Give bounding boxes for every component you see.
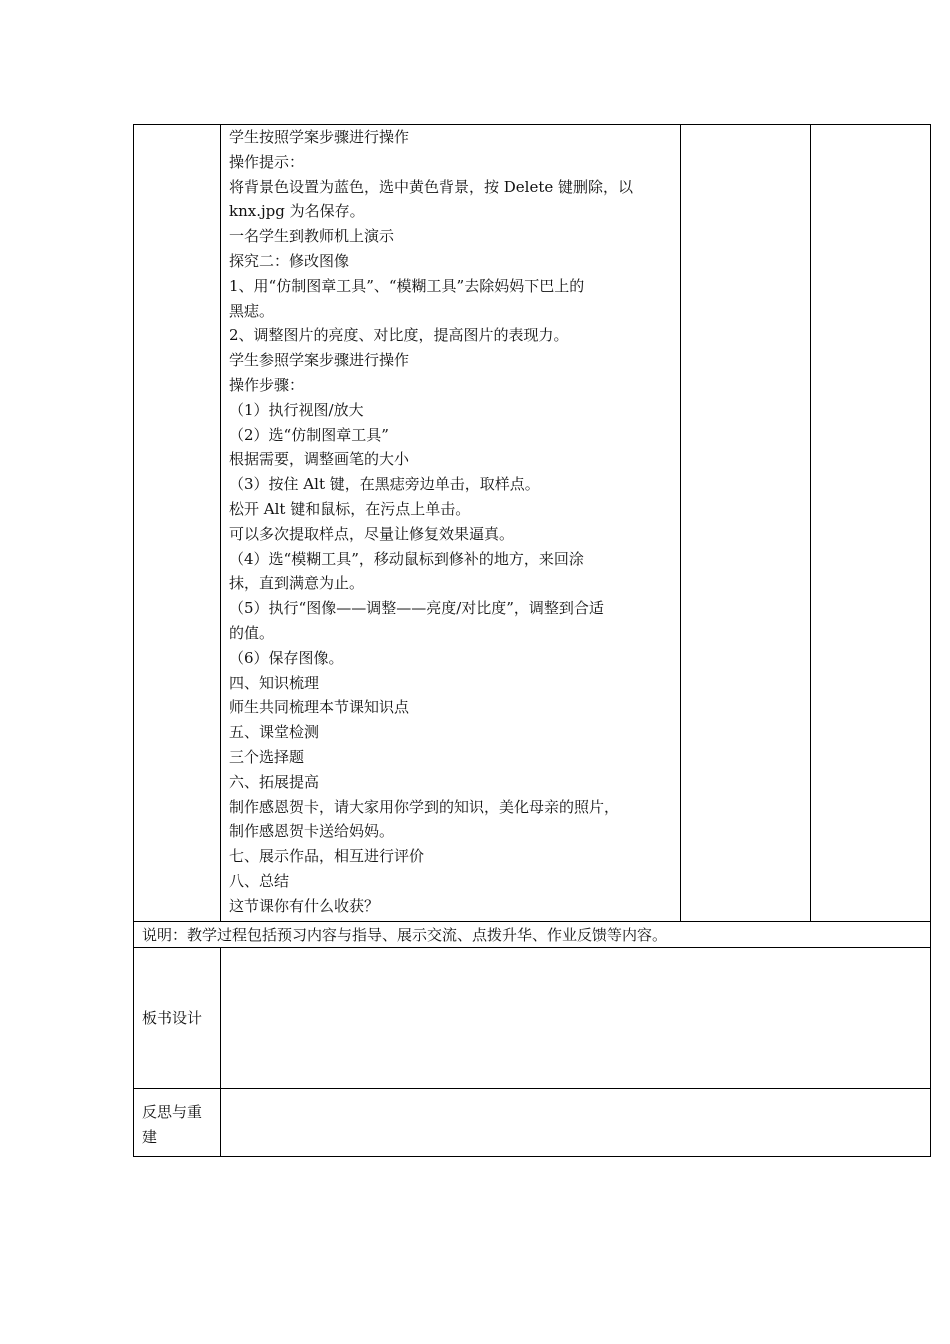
reflection-label-line: 建 (142, 1127, 158, 1146)
process-line: 六、拓展提高 (229, 772, 320, 791)
teaching-process-cell (229, 125, 672, 919)
process-line: 三个选择题 (229, 747, 305, 766)
process-line: 制作感恩贺卡送给妈妈。 (229, 822, 395, 841)
process-line: 学生按照学案步骤进行操作 (229, 128, 410, 146)
process-line: 一名学生到教师机上演示 (229, 227, 395, 246)
note-text: 说明：教学过程包括预习内容与指导、展示交流、点拨升华、作业反馈等内容。 (142, 926, 668, 944)
process-line: （2）选“仿制图章工具” (229, 425, 389, 444)
process-line: （4）选“模糊工具”，移动鼠标到修补的地方，来回涂 (229, 549, 584, 568)
column-divider-1-top (220, 124, 221, 922)
process-line: 这节课你有什么收获？ (229, 896, 380, 915)
process-line: 八、总结 (229, 871, 290, 890)
process-line: 1、用“仿制图章工具”、“模糊工具”去除妈妈下巴上的 (229, 276, 585, 295)
process-line: 抹，直到满意为止。 (229, 574, 365, 593)
process-line (229, 175, 672, 200)
column-divider-2 (680, 124, 681, 922)
reflection-label (142, 1100, 202, 1150)
process-line: 根据需要，调整画笔的大小 (229, 450, 410, 469)
column-divider-3 (810, 124, 811, 922)
reflection-label-line: 反思与重 (142, 1103, 203, 1121)
process-line: 的值。 (229, 623, 275, 642)
process-line: （5）执行“图像——调整——亮度/对比度”，调整到合适 (229, 599, 604, 618)
process-line: 黑痣。 (229, 301, 275, 320)
process-line: 松开 Alt 键和鼠标，在污点上单击。 (229, 499, 471, 518)
process-line: knx.jpg 为名保存。 (229, 202, 365, 221)
process-line: （6）保存图像。 (229, 648, 344, 667)
process-line: 五、课堂检测 (229, 723, 320, 742)
table-border-bottom (133, 1156, 931, 1157)
process-line: 2、调整图片的亮度、对比度，提高图片的表现力。 (229, 326, 569, 345)
process-line: （1）执行视图/放大 (229, 400, 364, 419)
row-divider-note-top (133, 921, 931, 922)
board-design-content (221, 948, 930, 1088)
justified-text: 将背景色设置为蓝色，选中黄色背景，按 Delete 键删除，以 (229, 177, 634, 196)
table-border-right (930, 124, 931, 1157)
process-line: 学生参照学案步骤进行操作 (229, 351, 410, 370)
process-line: 师生共同梳理本节课知识点 (229, 698, 410, 717)
process-line: 操作提示： (229, 152, 305, 171)
process-line: （3）按住 Alt 键，在黑痣旁边单击，取样点。 (229, 475, 540, 494)
table-border-left (133, 124, 134, 1157)
process-line: 可以多次提取样点，尽量让修复效果逼真。 (229, 524, 515, 543)
process-line: 制作感恩贺卡，请大家用你学到的知识，美化母亲的照片， (229, 797, 620, 816)
reflection-content (221, 1089, 930, 1156)
process-line: 四、知识梳理 (229, 673, 320, 692)
process-line: 操作步骤： (229, 375, 305, 394)
process-line: 七、展示作品，相互进行评价 (229, 847, 425, 866)
process-line: 探究二：修改图像 (229, 251, 350, 270)
board-design-label: 板书设计 (142, 1009, 203, 1027)
